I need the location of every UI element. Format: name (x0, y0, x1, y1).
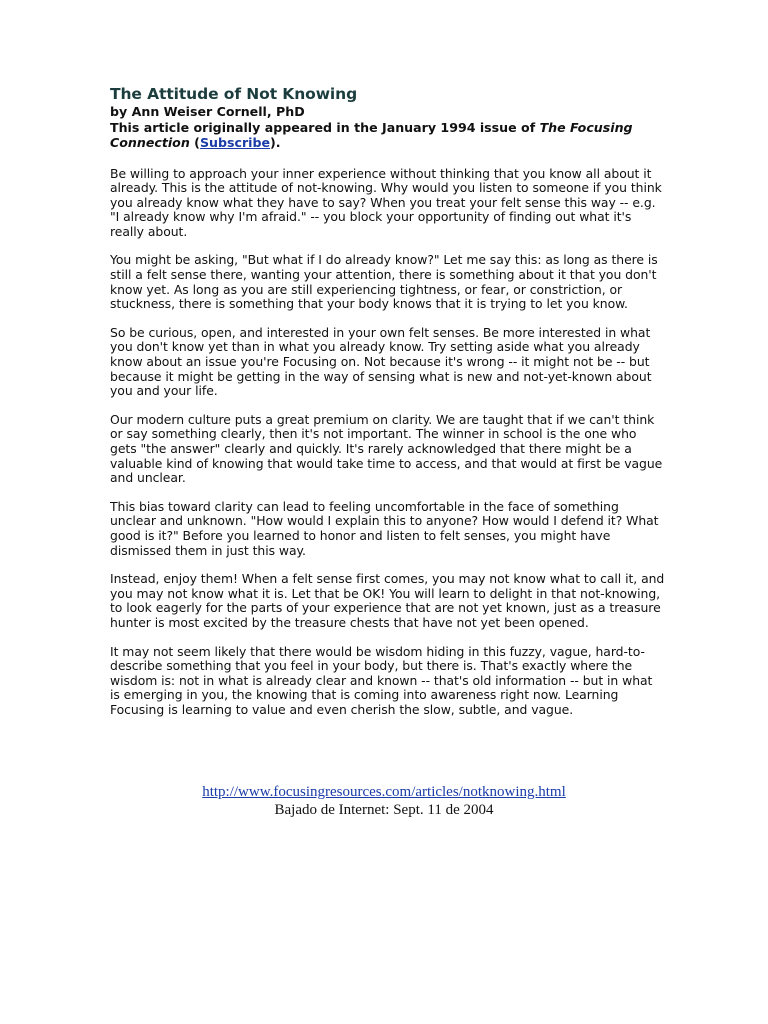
origin-publication: The Focusing Connection (110, 119, 633, 150)
article-byline: by Ann Weiser Cornell, PhD (110, 104, 305, 119)
paragraph: Be willing to approach your inner experience without thinking that you know all about it already. This is the attitude of not-knowing. Why would you listen to someone if you think you already know what they have to say? When you treat your felt sense this way -- e.g. "I already know why I'm afraid." -- you block your opportunity of finding out what it's really about. (110, 165, 662, 239)
paragraph: Instead, enjoy them! When a felt sense first comes, you may not know what to call it, and you may not know what it is. Let that be OK! You will learn to delight in that not-knowing, to look eagerly for the parts of your experience that are not yet known, just as a treasure hunter is most excited by the treasure chests that have not yet been opened. (110, 571, 665, 630)
article-title: The Attitude of Not Knowing (110, 85, 358, 103)
origin-prefix: This article originally appeared in the January 1994 issue of (110, 119, 540, 135)
origin-close: ). (270, 135, 281, 150)
download-date: Bajado de Internet: Sept. 11 de 2004 (274, 802, 494, 818)
subscribe-link[interactable]: Subscribe (199, 135, 271, 150)
paragraph: So be curious, open, and interested in your own felt senses. Be more interested in what you don't know yet than in what you already know. Try setting aside what you already know about an issue you're Focusing on. Not because it's wrong -- it might not be -- but because it might be getting in the way of sensing what is new and not-yet-known about you and your life. (110, 324, 652, 399)
paragraph: You might be asking, "But what if I do already know?" Let me say this: as long as there is still a felt sense there, wanting your attention, there is something about it that you don't know yet. As long as you are still experiencing tightness, or fear, or constriction, or stuckness, there is something that your body knows that it is trying to let you know. (110, 252, 658, 312)
origin-open: ( (189, 135, 200, 150)
paragraph: It may not seem likely that there would be wisdom hiding in this fuzzy, vague, hard-to-describe something that you feel in your body, but there is. That's exactly where the wisdom is: not in what is already clear and known -- that's old information -- but in what is emerging in you, the knowing that is coming into awareness right now. Learning Focusing is learning to value and even cherish the slow, subtle, and vague. (110, 643, 653, 717)
source-url-line (0, 783, 768, 801)
paragraph: This bias toward clarity can lead to feeling uncomfortable in the face of something unclear and unknown. "How would I explain this to anyone? How would I defend it? What good is it?" Before you learned to honor and listen to felt senses, you might have dismissed them in just this way. (110, 498, 659, 558)
article (110, 84, 665, 732)
source-url-link[interactable]: http://www.focusingresources.com/articles/notknowing.html (202, 784, 566, 800)
article-body (110, 167, 665, 718)
paragraph: Our modern culture puts a great premium on clarity. We are taught that if we can't think or say something clearly, then it's not important. The winner in school is the one who gets "the answer" clearly and quickly. It's rarely acknowledged that there might be a valuable kind of knowing that would take time to access, and that would at first be vague and unclear. (110, 411, 663, 486)
source-footer (0, 783, 768, 819)
article-origin (110, 120, 665, 151)
